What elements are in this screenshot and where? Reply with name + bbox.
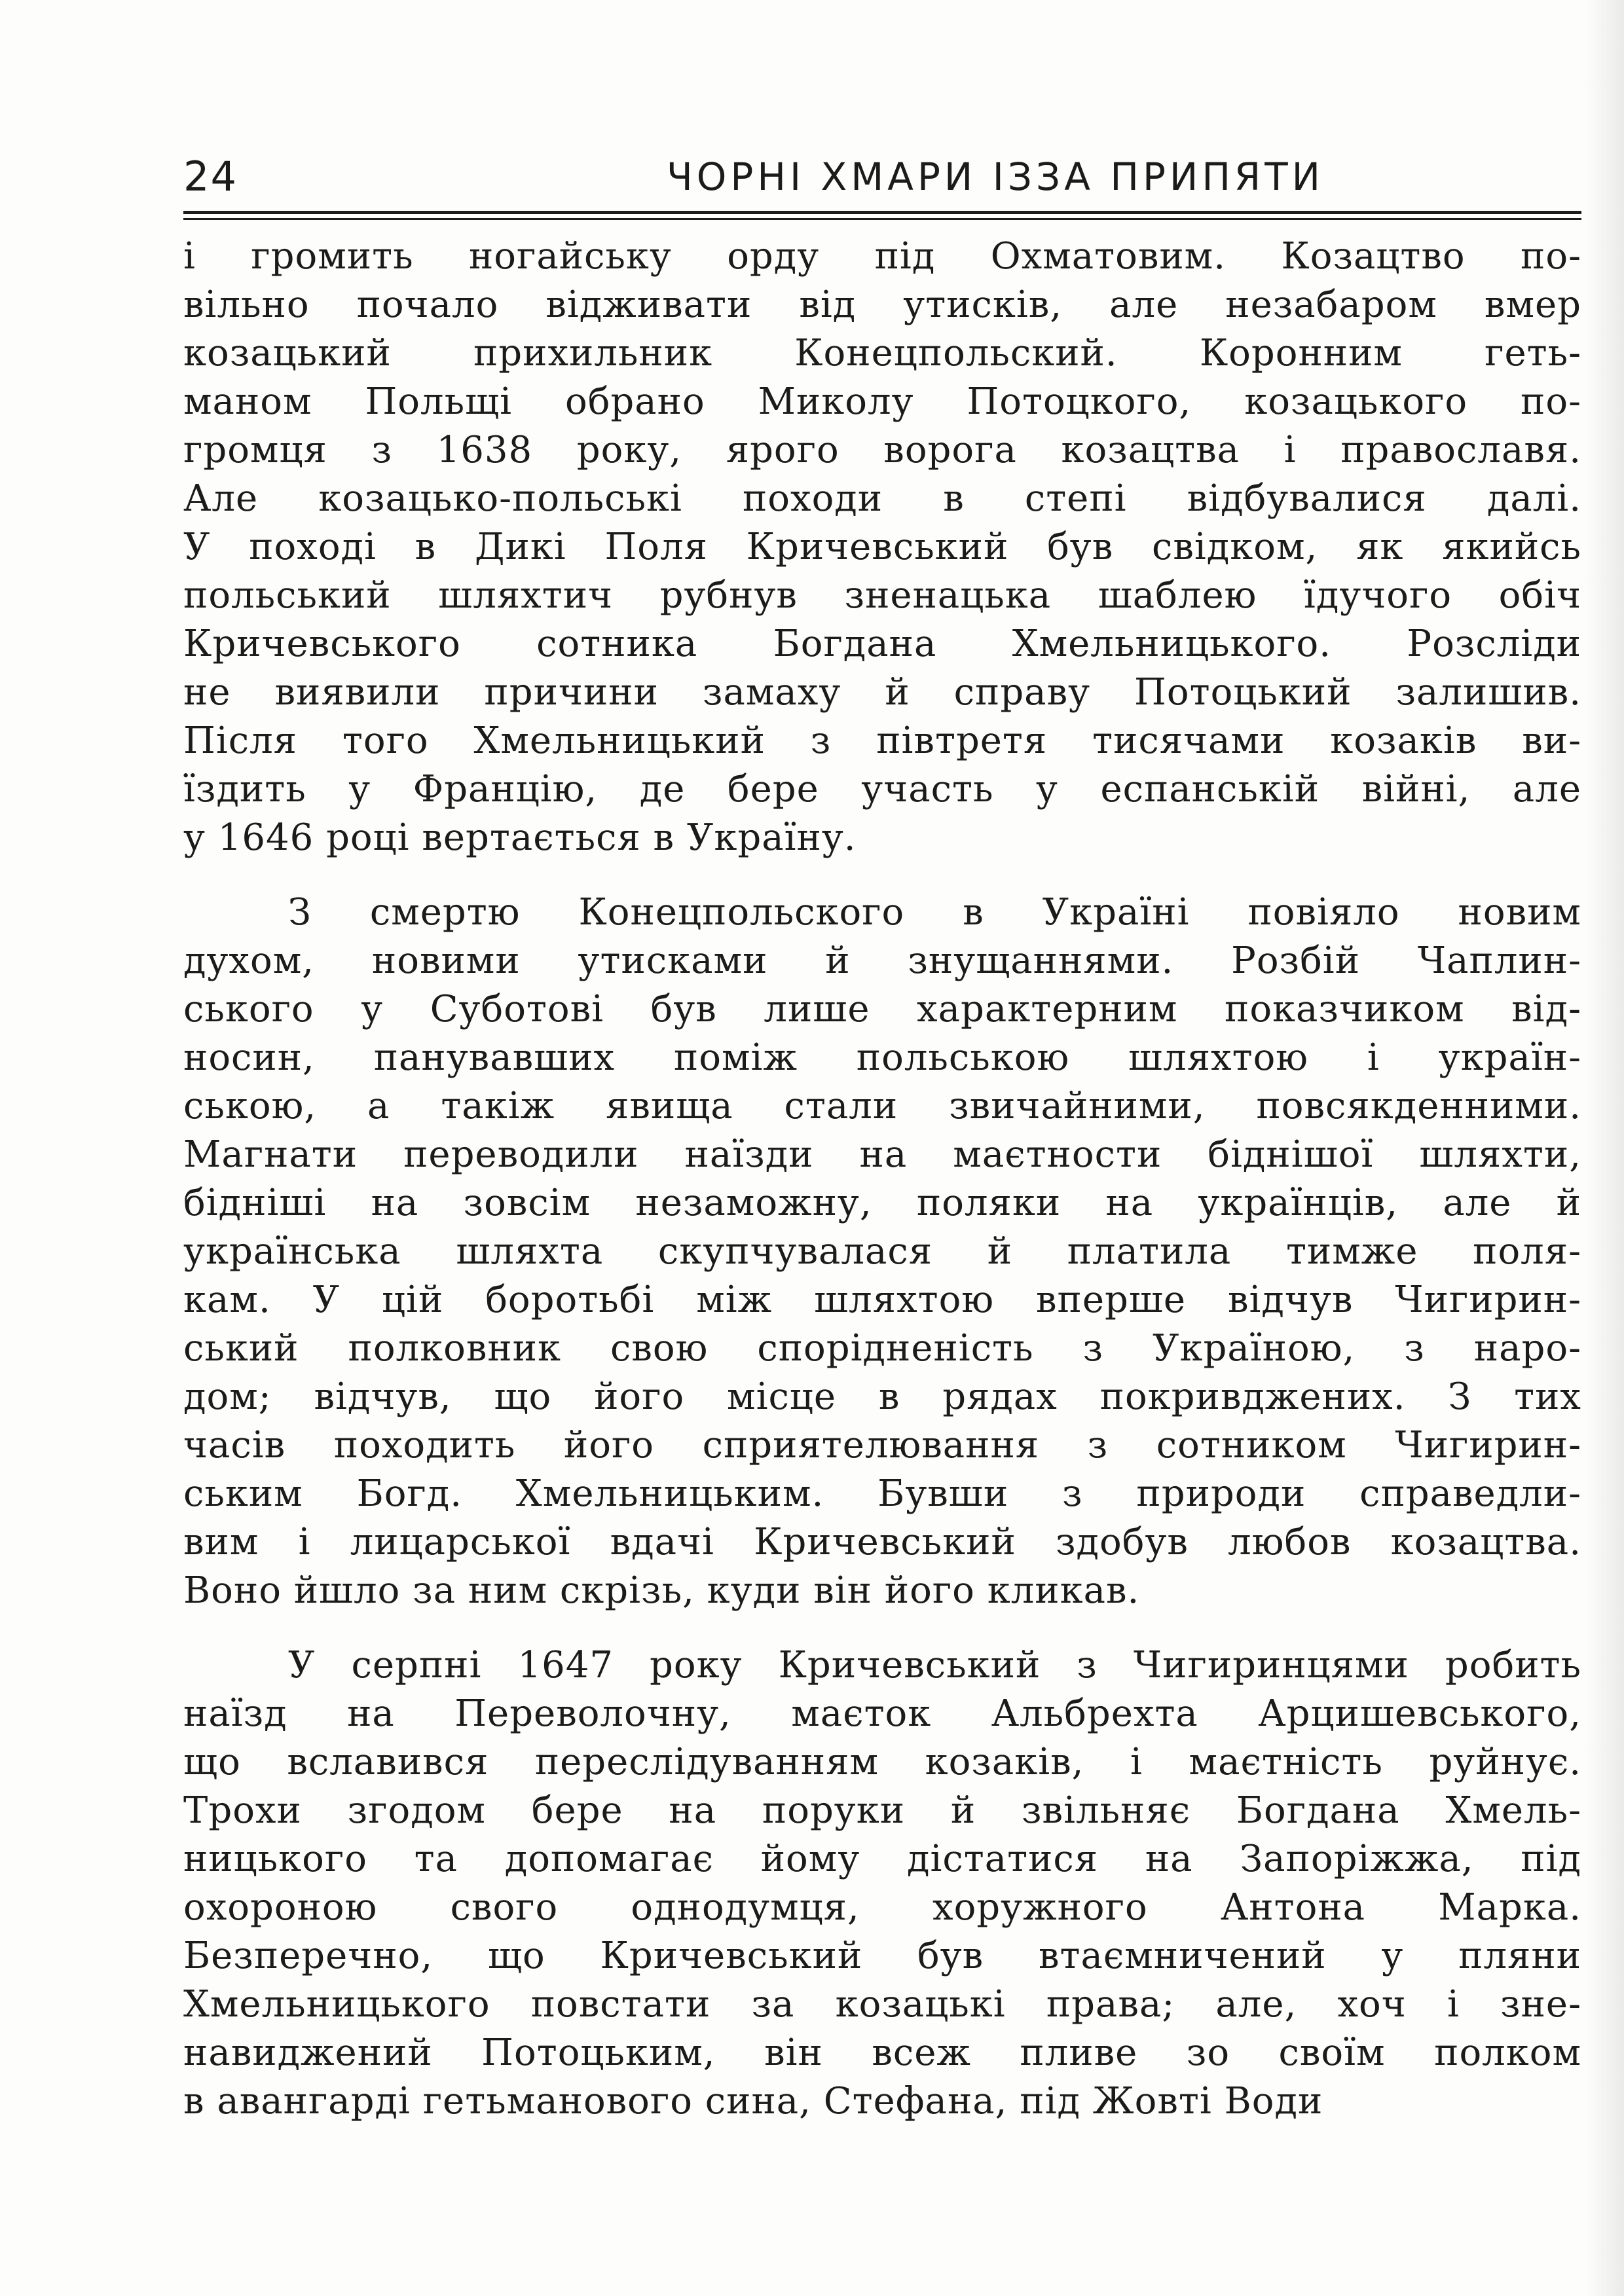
text-line: навиджений Потоцьким, він всеж пливе зо своїм полком — [183, 2032, 1581, 2074]
text-line: ницького та допомагає йому дістатися на Запоріжжа, під — [183, 1838, 1581, 1880]
paragraph — [183, 232, 1581, 862]
text-line: ським Богд. Хмельницьким. Бувши з природи справедли- — [183, 1472, 1581, 1515]
page-header — [183, 147, 1581, 206]
text-line: носин, панувавших поміж польською шляхтою і україн- — [183, 1036, 1581, 1079]
text-line: часів походить його сприятелювання з сотником Чигирин- — [183, 1424, 1581, 1467]
text-line: бідніші на зовсім незаможну, поляки на українців, але й — [183, 1182, 1581, 1224]
text-line: Після того Хмельницький з півтретя тисячами козаків ви- — [183, 720, 1581, 762]
text-line: ського у Суботові був лише характерним показчиком від- — [183, 988, 1581, 1030]
text-line: у 1646 році вертається в Україну. — [183, 816, 857, 859]
text-line: ською, а такіж явища стали звичайними, повсякденними. — [183, 1085, 1581, 1127]
text-line: У серпні 1647 року Кричевський з Чигиринцями робить — [288, 1644, 1581, 1686]
text-line: Кричевського сотника Богдана Хмельницького. Розсліди — [183, 623, 1581, 665]
text-line: громця з 1638 року, ярого ворога козацтва і православя. — [183, 429, 1581, 471]
text-line: Трохи згодом бере на поруки й звільняє Богдана Хмель- — [183, 1789, 1581, 1832]
body-text — [183, 232, 1581, 2126]
paragraph — [183, 888, 1581, 1615]
text-line: Магнати переводили наїзди на маєтности біднішої шляхти, — [183, 1133, 1581, 1176]
text-line: У поході в Дикі Поля Кричевський був свідком, як якийсь — [183, 526, 1581, 568]
text-line: козацький прихильник Конецпольский. Коронним геть- — [183, 332, 1581, 374]
text-line: Безперечно, що Кричевський був втаємничений у пляни — [183, 1935, 1581, 1977]
text-line: Воно йшло за ним скрізь, куди він його кликав. — [183, 1569, 1140, 1612]
scan-edge-shadow — [1585, 0, 1624, 2296]
text-line: і громить ногайську орду під Охматовим. Козацтво по- — [183, 235, 1581, 278]
text-line: наїзд на Переволочну, маєток Альбрехта Арцишевського, — [183, 1692, 1581, 1735]
text-line: дом; відчув, що його місце в рядах покривджених. З тих — [183, 1376, 1581, 1418]
paragraph — [183, 1641, 1581, 2126]
text-line: вим і лицарської вдачі Кричевський здобув любов козацтва. — [183, 1521, 1581, 1563]
text-line: духом, новими утисками й знущаннями. Розбій Чаплин- — [183, 939, 1581, 982]
text-line: їздить у Францію, де бере участь у еспанській війні, але — [183, 768, 1581, 811]
page-number: 24 — [183, 153, 238, 200]
text-line: Але козацько-польські походи в степі відбувалися далі. — [183, 477, 1581, 520]
text-line: охороною свого однодумця, хоружного Антона Марка. — [183, 1886, 1581, 1929]
text-line: українська шляхта скупчувалася й платила тимже поля- — [183, 1230, 1581, 1273]
running-title: ЧОРНІ ХМАРИ ІЗЗА ПРИПЯТИ — [666, 155, 1325, 199]
header-rule-thick — [183, 211, 1581, 214]
text-line: не виявили причини замаху й справу Потоцький залишив. — [183, 671, 1581, 714]
text-line: маном Польщі обрано Миколу Потоцкого, козацького по- — [183, 380, 1581, 423]
text-line: З смертю Конецпольского в Україні повіяло новим — [288, 891, 1581, 934]
text-line: польський шляхтич рубнув зненацька шаблею їдучого обіч — [183, 574, 1581, 617]
text-line: що вславився переслідуванням козаків, і маєтність руйнує. — [183, 1741, 1581, 1783]
header-rule-thin — [183, 218, 1581, 220]
text-line: вільно почало відживати від утисків, але незабаром вмер — [183, 283, 1581, 326]
text-line: Хмельницького повстати за козацькі права; але, хоч і зне- — [183, 1983, 1581, 2026]
text-line: ський полковник свою спорідненість з Україною, з наро- — [183, 1327, 1581, 1370]
text-line: кам. У цій боротьбі між шляхтою вперше відчув Чигирин- — [183, 1279, 1581, 1321]
text-line: в авангарді гетьманового сина, Стефана, під Жовті Води — [183, 2080, 1323, 2123]
